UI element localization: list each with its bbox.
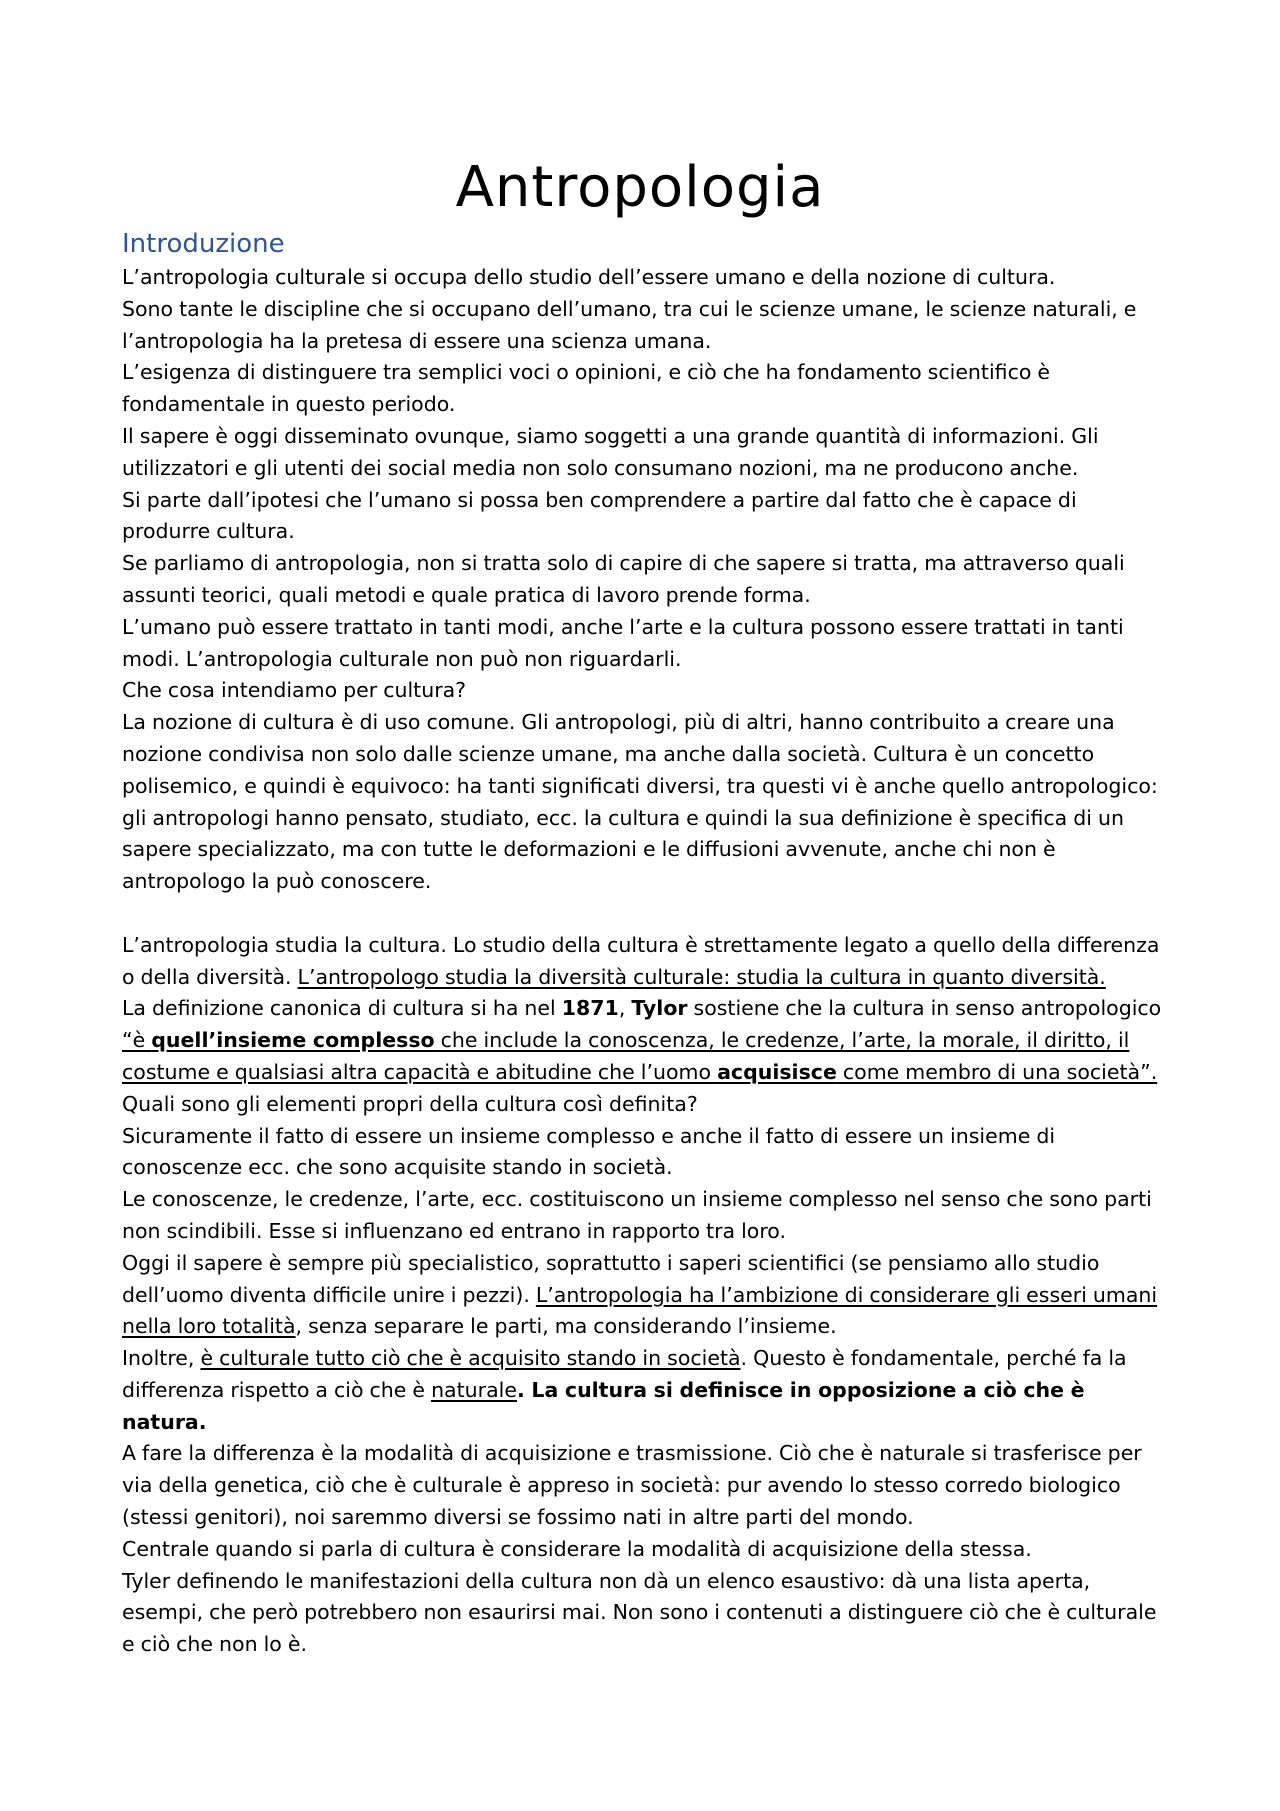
paragraph [122, 357, 1167, 421]
text-run: L’umano può essere trattato in tanti modi, anche l’arte e la cultura possono essere trattati in tanti modi. L’antropologia culturale non può non riguardarli. [122, 614, 1124, 671]
text-run: Le conoscenze, le credenze, l’arte, ecc. costituiscono un insieme complesso nel senso che sono parti non scindibili. Esse si influenzano ed entrano in rapporto tra loro. [122, 1187, 1152, 1243]
text-run: L’esigenza di distinguere tra semplici voci o opinioni, e ciò che ha fondamento scientifico è fondamentale in questo periodo. [122, 360, 1051, 417]
paragraph [122, 612, 1167, 676]
underlined-text: “è [122, 1028, 152, 1053]
paragraph [122, 1089, 1167, 1121]
underlined-text: acquisisce [717, 1059, 837, 1084]
paragraph [122, 1343, 1167, 1438]
text-run: , senza separare le parti, ma considerando l’insieme. [295, 1314, 837, 1339]
bold-text: . La cultura si definisce in opposizione a ciò che è natura. [122, 1377, 1085, 1434]
underlined-text: naturale [431, 1377, 517, 1402]
text-run: sostiene che la cultura in senso antropologico [687, 996, 1162, 1021]
paragraph [122, 1438, 1167, 1533]
paragraph [122, 1534, 1167, 1566]
bold-text: 1871 [561, 996, 619, 1021]
paragraph [122, 1248, 1167, 1343]
text-run: . Questo è fondamentale, perché fa la differenza rispetto a ciò che è [122, 1346, 1127, 1402]
text-run: La definizione canonica di cultura si ha nel [122, 996, 562, 1021]
text-run: L’antropologia studia la cultura. Lo studio della cultura è strettamente legato a quello della differenza o della diversità. [122, 932, 1160, 989]
paragraph [122, 548, 1167, 612]
paragraph [122, 1121, 1167, 1185]
paragraph [122, 262, 1167, 294]
paragraph [122, 421, 1167, 485]
text-run: , [618, 996, 632, 1021]
text-run: La nozione di cultura è di uso comune. Gli antropologi, più di altri, hanno contribuito a creare una nozione condivisa non solo dalle scienze umane, ma anche dalla società. Cultura è un concetto polisemico, e quindi è equivoco: ha tanti significati diversi, tra questi vi è anche quello antropologico: gli antropologi hanno pensato, studiato, ecc. la cultura e quindi la sua definizione è specifica di un sapere specializzato, ma con tutte le deformazioni e le diffusioni avvenute, anche chi non è antropologo la può conoscere. [122, 710, 1158, 894]
text-run: Sono tante le discipline che si occupano dell’umano, tra cui le scienze umane, le scienze naturali, e l’antropologia ha la pretesa di essere una scienza umana. [122, 296, 1137, 353]
text-run: Sicuramente il fatto di essere un insieme complesso e anche il fatto di essere un insieme di conoscenze ecc. che sono acquisite stando in società. [122, 1123, 1056, 1180]
blank-line [122, 898, 1167, 930]
text-run: Che cosa intendiamo per cultura? [122, 678, 467, 703]
underlined-text: L’antropologo studia la diversità culturale: studia la cultura in quanto diversità. [297, 964, 1106, 989]
paragraph [122, 993, 1167, 1088]
document-body [122, 262, 1167, 1661]
section-heading-introduzione: Introduzione [122, 229, 285, 259]
text-run: Tyler definendo le manifestazioni della cultura non dà un elenco esaustivo: dà una lista aperta, esempi, che però potrebbero non esaurirsi mai. Non sono i contenuti a distinguere ciò che è culturale e ciò che non lo è. [122, 1568, 1157, 1657]
bold-text: Tylor [631, 996, 688, 1021]
underlined-text: quell’insieme complesso [151, 1028, 435, 1053]
paragraph [122, 930, 1167, 994]
paragraph [122, 707, 1167, 898]
text-run: L’antropologia culturale si occupa dello studio dell’essere umano e della nozione di cultura. [122, 265, 1056, 289]
text-run: Il sapere è oggi disseminato ovunque, siamo soggetti a una grande quantità di informazioni. Gli utilizzatori e gli utenti dei social media non solo consumano nozioni, ma ne producono anche. [122, 423, 1099, 480]
text-run: Quali sono gli elementi propri della cultura così definita? [122, 1091, 698, 1116]
text-run: Se parliamo di antropologia, non si tratta solo di capire di che sapere si tratta, ma attraverso quali assunti teorici, quali metodi e quale pratica di lavoro prende forma. [122, 551, 1125, 607]
paragraph [122, 294, 1167, 358]
underlined-text: è culturale tutto ciò che è acquisito stando in società [200, 1346, 741, 1371]
paragraph [122, 1184, 1167, 1248]
paragraph [122, 485, 1167, 549]
document-title: Antropologia [455, 155, 825, 220]
text-run: Oggi il sapere è sempre più specialistico, soprattutto i saperi scientifici (se pensiamo allo studio dell’uomo diventa difficile unire i pezzi). [122, 1250, 1100, 1307]
text-run: Si parte dall’ipotesi che l’umano si possa ben comprendere a partire dal fatto che è capace di produrre cultura. [122, 487, 1077, 544]
underlined-text: L’antropologia ha l’ambizione di considerare gli esseri umani nella loro totalità [122, 1282, 1158, 1339]
text-run: A fare la differenza è la modalità di acquisizione e trasmissione. Ciò che è naturale si trasferisce per via della genetica, ciò che è culturale è appreso in società: pur avendo lo stesso corredo biologico (stessi genitori), noi saremmo diversi se fossimo nati in altre parti del mondo. [122, 1441, 1142, 1530]
paragraph [122, 1566, 1167, 1661]
text-run: Centrale quando si parla di cultura è considerare la modalità di acquisizione della stessa. [122, 1536, 1032, 1561]
underlined-text: come membro di una società”. [836, 1059, 1158, 1084]
text-run: Inoltre, [122, 1346, 201, 1371]
underlined-text: che include la conoscenza, le credenze, l’arte, la morale, il diritto, il costume e qualsiasi altra capacità e abitudine che l’uomo [122, 1028, 1130, 1084]
paragraph [122, 675, 1167, 707]
